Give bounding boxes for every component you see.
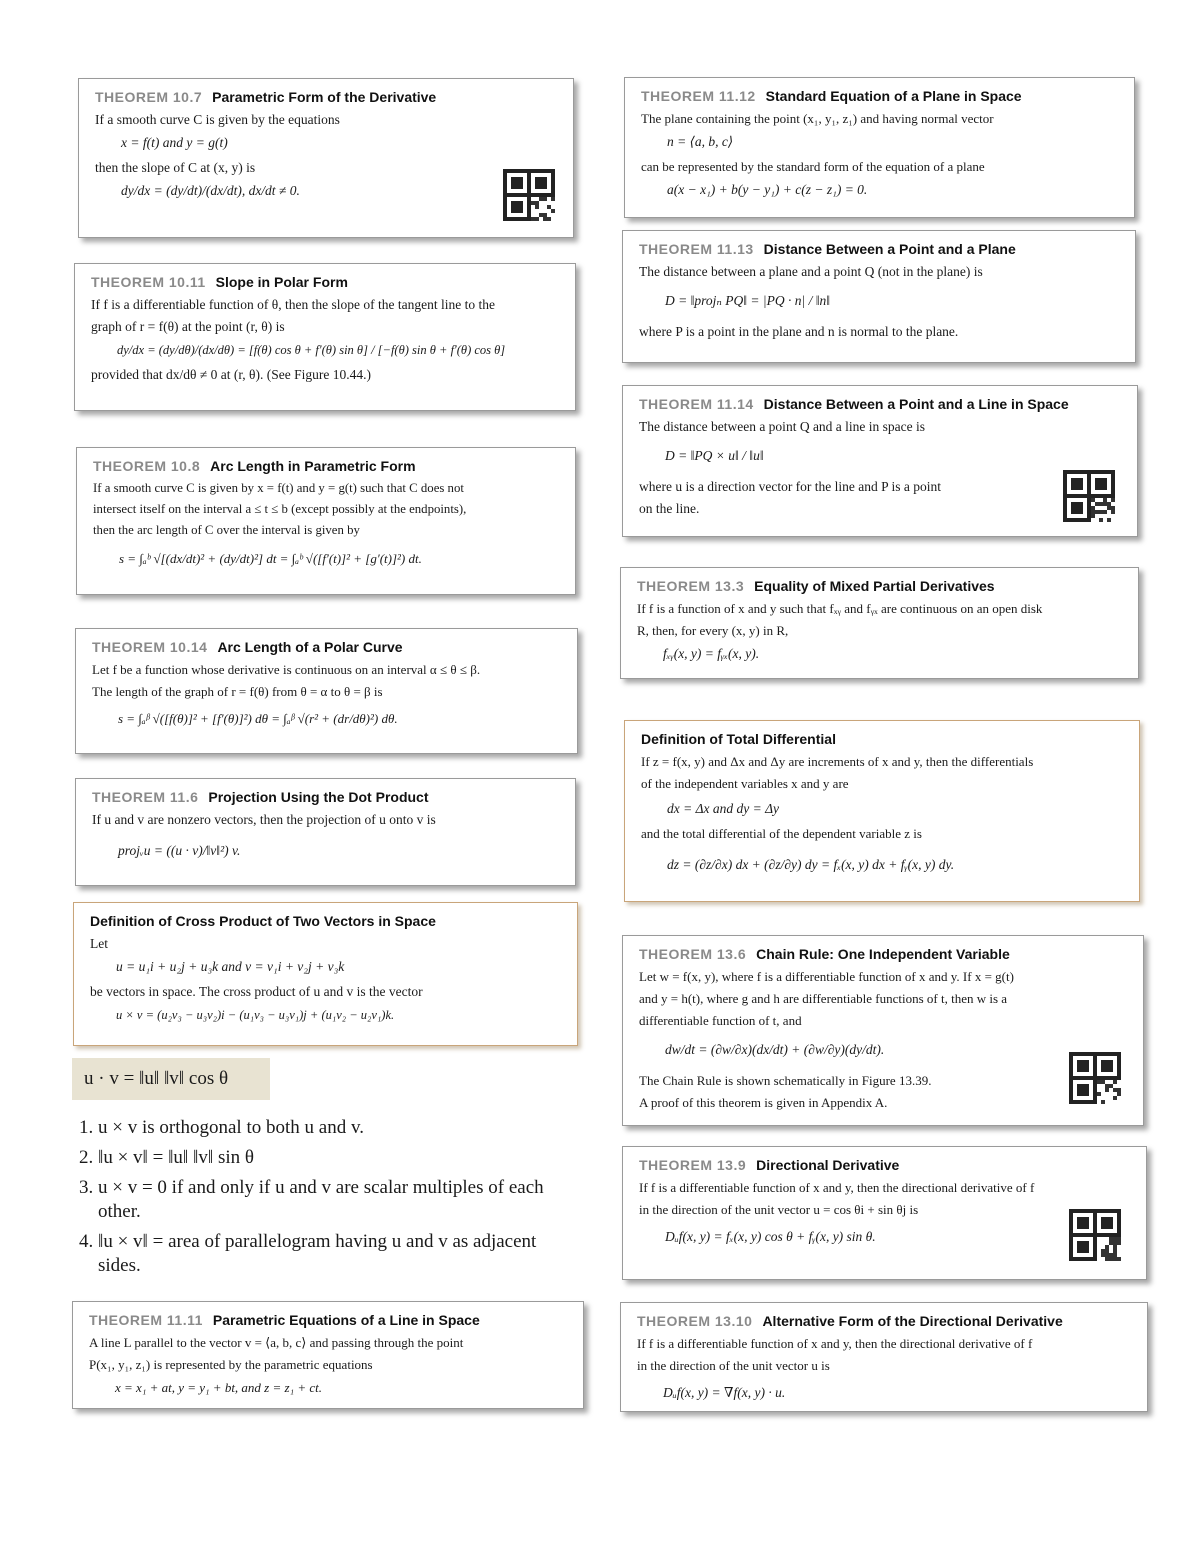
theorem-text: The Chain Rule is shown schematically in Figure 13.39.	[639, 1073, 932, 1088]
theorem-text: The distance between a point Q and a line in space is	[639, 419, 926, 434]
theorem-text: The distance between a plane and a point Q (not in the plane) is	[639, 264, 983, 279]
list-item: 2. ‖u × v‖ = ‖u‖ ‖v‖ sin θ	[98, 1146, 544, 1170]
theorem-text: and the total differential of the dependent variable z is	[641, 826, 922, 841]
theorem-text: If f is a function of x and y such that fₓᵧ and fᵧₓ are continuous on an open disk	[637, 601, 1043, 616]
theorem-11-14-box: THEOREM 11.14 Distance Between a Point and a Line in Space The distance between a point Q and a line in space is D = ‖PQ × u‖ / ‖u‖ where u is a direction vector for the line and P is a point on the line.	[622, 385, 1138, 537]
list-item: 4. ‖u × v‖ = area of parallelogram having u and v as adjacent sides.	[98, 1230, 544, 1278]
theorem-10-14-box: THEOREM 10.14 Arc Length of a Polar Curve Let f be a function whose derivative is continuous on an interval α ≤ θ ≤ β. The length of the graph of r = f(θ) from θ = α to θ = β is s = ∫ₐᵝ √([f(θ)]² + [f′(θ)]²) dθ = ∫ₐᵝ √(r² + (dr/dθ)²) dθ.	[75, 628, 578, 754]
qr-code-icon[interactable]	[1063, 470, 1115, 522]
definition-heading: Definition of Total Differential	[641, 731, 836, 747]
total-differential-definition-box	[624, 720, 1140, 902]
equation: u × v = (u₂v₃ − u₃v₂)i − (u₁v₃ − u₃v₁)j + (u₁v₂ − u₂v₁)k.	[116, 1008, 395, 1022]
theorem-11-6-box: THEOREM 11.6 Projection Using the Dot Product If u and v are nonzero vectors, then the projection of u onto v is projᵥu = ((u · v)/‖v‖²) v.	[75, 778, 576, 886]
theorem-text: R, then, for every (x, y) in R,	[637, 623, 789, 638]
theorem-13-6-box: THEOREM 13.6 Chain Rule: One Independent Variable Let w = f(x, y), where f is a differentiable function of x and y. If x = g(t) and y = h(t), where g and h are differentiable functions of t, then w is a differentiable function of t, and dw/dt = (∂w/∂x)(dx/dt) + (∂w/∂y)(dy/dt). The Chain Rule is shown schematically in Figure 13.39. A proof of this theorem is given in Appendix A.	[622, 935, 1144, 1126]
theorem-text: where P is a point in the plane and n is normal to the plane.	[639, 324, 959, 339]
theorem-text: P(x₁, y₁, z₁) is represented by the parametric equations	[89, 1357, 373, 1372]
list-item: 3. u × v = 0 if and only if u and v are scalar multiples of each other.	[98, 1176, 544, 1224]
theorem-text: If u and v are nonzero vectors, then the projection of u onto v is	[92, 812, 436, 827]
theorem-text: The length of the graph of r = f(θ) from θ = α to θ = β is	[92, 684, 383, 699]
equation: x = f(t) and y = g(t)	[121, 135, 228, 150]
theorem-text: in the direction of the unit vector u is	[637, 1358, 830, 1373]
equation: fₓᵧ(x, y) = fᵧₓ(x, y).	[663, 646, 760, 661]
equation: x = x₁ + at, y = y₁ + bt, and z = z₁ + ct.	[115, 1380, 322, 1395]
equation: s = ∫ₐᵝ √([f(θ)]² + [f′(θ)]²) dθ = ∫ₐᵝ √(r² + (dr/dθ)²) dθ.	[118, 711, 398, 726]
equation: dz = (∂z/∂x) dx + (∂z/∂y) dy = fₓ(x, y) dx + fᵧ(x, y) dy.	[667, 857, 955, 872]
list-item: 1. u × v is orthogonal to both u and v.	[98, 1116, 544, 1140]
theorem-text: A line L parallel to the vector v = ⟨a, b, c⟩ and passing through the point	[89, 1335, 464, 1350]
theorem-text: be vectors in space. The cross product of u and v is the vector	[90, 984, 423, 999]
equation: Dᵤf(x, y) = ∇f(x, y) · u.	[663, 1385, 786, 1400]
cross-product-properties-list	[74, 1116, 544, 1284]
theorem-text: intersect itself on the interval a ≤ t ≤ b (except possibly at the endpoints),	[93, 502, 467, 516]
equation: Dᵤf(x, y) = fₓ(x, y) cos θ + fᵧ(x, y) sin θ.	[665, 1229, 876, 1244]
equation: u = u₁i + u₂j + u₃k and v = v₁i + v₂j + v₃k	[116, 959, 345, 974]
theorem-text: Let f be a function whose derivative is continuous on an interval α ≤ θ ≤ β.	[92, 662, 481, 677]
theorem-text: Let w = f(x, y), where f is a differentiable function of x and y. If x = g(t)	[639, 969, 1014, 984]
theorem-11-13-box: THEOREM 11.13 Distance Between a Point and a Plane The distance between a plane and a point Q (not in the plane) is D = ‖projₙ PQ‖ = |PQ · n| / ‖n‖ where P is a point in the plane and n is normal to the plane.	[622, 230, 1136, 363]
theorem-text: The plane containing the point (x₁, y₁, z₁) and having normal vector	[641, 111, 994, 126]
theorem-text: then the arc length of C over the interval is given by	[93, 523, 360, 537]
theorem-text: graph of r = f(θ) at the point (r, θ) is	[91, 319, 285, 334]
theorem-text: If f is a differentiable function of θ, then the slope of the tangent line to the	[91, 297, 495, 312]
theorem-text: of the independent variables x and y are	[641, 776, 849, 791]
qr-code-icon[interactable]	[1069, 1052, 1121, 1104]
equation: dy/dx = (dy/dθ)/(dx/dθ) = [f(θ) cos θ + f′(θ) sin θ] / [−f(θ) sin θ + f′(θ) cos θ]	[117, 343, 506, 357]
theorem-11-11-box: THEOREM 11.11 Parametric Equations of a Line in Space A line L parallel to the vector v = ⟨a, b, c⟩ and passing through the point P(x₁, y₁, z₁) is represented by the parametric equations x = x₁ + at, y = y₁ + bt, and z = z₁ + ct.	[72, 1301, 584, 1409]
theorem-13-9-box: THEOREM 13.9 Directional Derivative If f is a differentiable function of x and y, then the directional derivative of f in the direction of the unit vector u = cos θi + sin θj is Dᵤf(x, y) = fₓ(x, y) cos θ + fᵧ(x, y) sin θ.	[622, 1146, 1147, 1280]
dot-product-formula-banner: u · v = ‖u‖ ‖v‖ cos θ	[72, 1058, 270, 1100]
theorem-text: then the slope of C at (x, y) is	[95, 160, 256, 175]
theorem-text: on the line.	[639, 501, 700, 516]
theorem-text: in the direction of the unit vector u = cos θi + sin θj is	[639, 1202, 919, 1217]
definition-heading: Definition of Cross Product of Two Vectors in Space	[90, 913, 436, 929]
theorem-11-12-box: THEOREM 11.12 Standard Equation of a Plane in Space The plane containing the point (x₁, y₁, z₁) and having normal vector n = ⟨a, b, c⟩ can be represented by the standard form of the equation of a plane a(x − x₁) + b(y − y₁) + c(z − z₁) = 0.	[624, 77, 1135, 218]
equation: n = ⟨a, b, c⟩	[667, 134, 734, 149]
theorem-text: where u is a direction vector for the line and P is a point	[639, 479, 942, 494]
theorem-text: If f is a differentiable function of x and y, then the directional derivative of f	[637, 1336, 1033, 1351]
theorem-text: If a smooth curve C is given by x = f(t) and y = g(t) such that C does not	[93, 481, 464, 495]
theorem-text: differentiable function of t, and	[639, 1013, 802, 1028]
theorem-10-11-box: THEOREM 10.11 Slope in Polar Form If f is a differentiable function of θ, then the slope of the tangent line to the graph of r = f(θ) at the point (r, θ) is dy/dx = (dy/dθ)/(dx/dθ) = [f(θ) cos θ + f′(θ) sin θ] / [−f(θ) sin θ + f′(θ) cos θ] provided that dx/dθ ≠ 0 at (r, θ). (See Figure 10.44.)	[74, 263, 576, 411]
qr-code-icon[interactable]	[503, 169, 555, 221]
equation: D = ‖PQ × u‖ / ‖u‖	[665, 448, 764, 463]
theorem-13-10-box: THEOREM 13.10 Alternative Form of the Directional Derivative If f is a differentiable function of x and y, then the directional derivative of f in the direction of the unit vector u is Dᵤf(x, y) = ∇f(x, y) · u.	[620, 1302, 1148, 1412]
equation: a(x − x₁) + b(y − y₁) + c(z − z₁) = 0.	[667, 182, 868, 197]
theorem-text: can be represented by the standard form of the equation of a plane	[641, 159, 985, 174]
theorem-text: If z = f(x, y) and Δx and Δy are increments of x and y, then the differentials	[641, 754, 1034, 769]
equation: projᵥu = ((u · v)/‖v‖²) v.	[118, 843, 241, 858]
equation: s = ∫ₐᵇ √[(dx/dt)² + (dy/dt)²] dt = ∫ₐᵇ √([f′(t)]² + [g′(t)]²) dt.	[119, 551, 422, 566]
theorem-10-8-box: THEOREM 10.8 Arc Length in Parametric Form If a smooth curve C is given by x = f(t) and y = g(t) such that C does not intersect itself on the interval a ≤ t ≤ b (except possibly at the endpoints), then the arc length of C over the interval is given by s = ∫ₐᵇ √[(dx/dt)² + (dy/dt)²] dt = ∫ₐᵇ √([f′(t)]² + [g′(t)]²) dt.	[76, 447, 576, 595]
theorem-text: Let	[90, 936, 108, 951]
theorem-text: and y = h(t), where g and h are differentiable functions of t, then w is a	[639, 991, 1008, 1006]
theorem-text: If f is a differentiable function of x and y, then the directional derivative of f	[639, 1180, 1035, 1195]
cross-product-definition-box	[73, 902, 578, 1046]
theorem-text: A proof of this theorem is given in Appendix A.	[639, 1095, 888, 1110]
theorem-10-7-box	[78, 78, 574, 238]
theorem-text: provided that dx/dθ ≠ 0 at (r, θ). (See Figure 10.44.)	[91, 367, 371, 382]
theorem-heading: THEOREM 10.7 Parametric Form of the Derivative	[95, 89, 437, 105]
equation: dw/dt = (∂w/∂x)(dx/dt) + (∂w/∂y)(dy/dt).	[665, 1042, 885, 1057]
qr-code-icon[interactable]	[1069, 1209, 1121, 1261]
equation: dy/dx = (dy/dt)/(dx/dt), dx/dt ≠ 0.	[121, 183, 300, 198]
theorem-13-3-box: THEOREM 13.3 Equality of Mixed Partial Derivatives If f is a function of x and y such that fₓᵧ and fᵧₓ are continuous on an open disk R, then, for every (x, y) in R, fₓᵧ(x, y) = fᵧₓ(x, y).	[620, 567, 1139, 679]
equation: dx = Δx and dy = Δy	[667, 801, 780, 816]
theorem-text: If a smooth curve C is given by the equations	[95, 112, 340, 127]
equation: D = ‖projₙ PQ‖ = |PQ · n| / ‖n‖	[665, 293, 831, 308]
